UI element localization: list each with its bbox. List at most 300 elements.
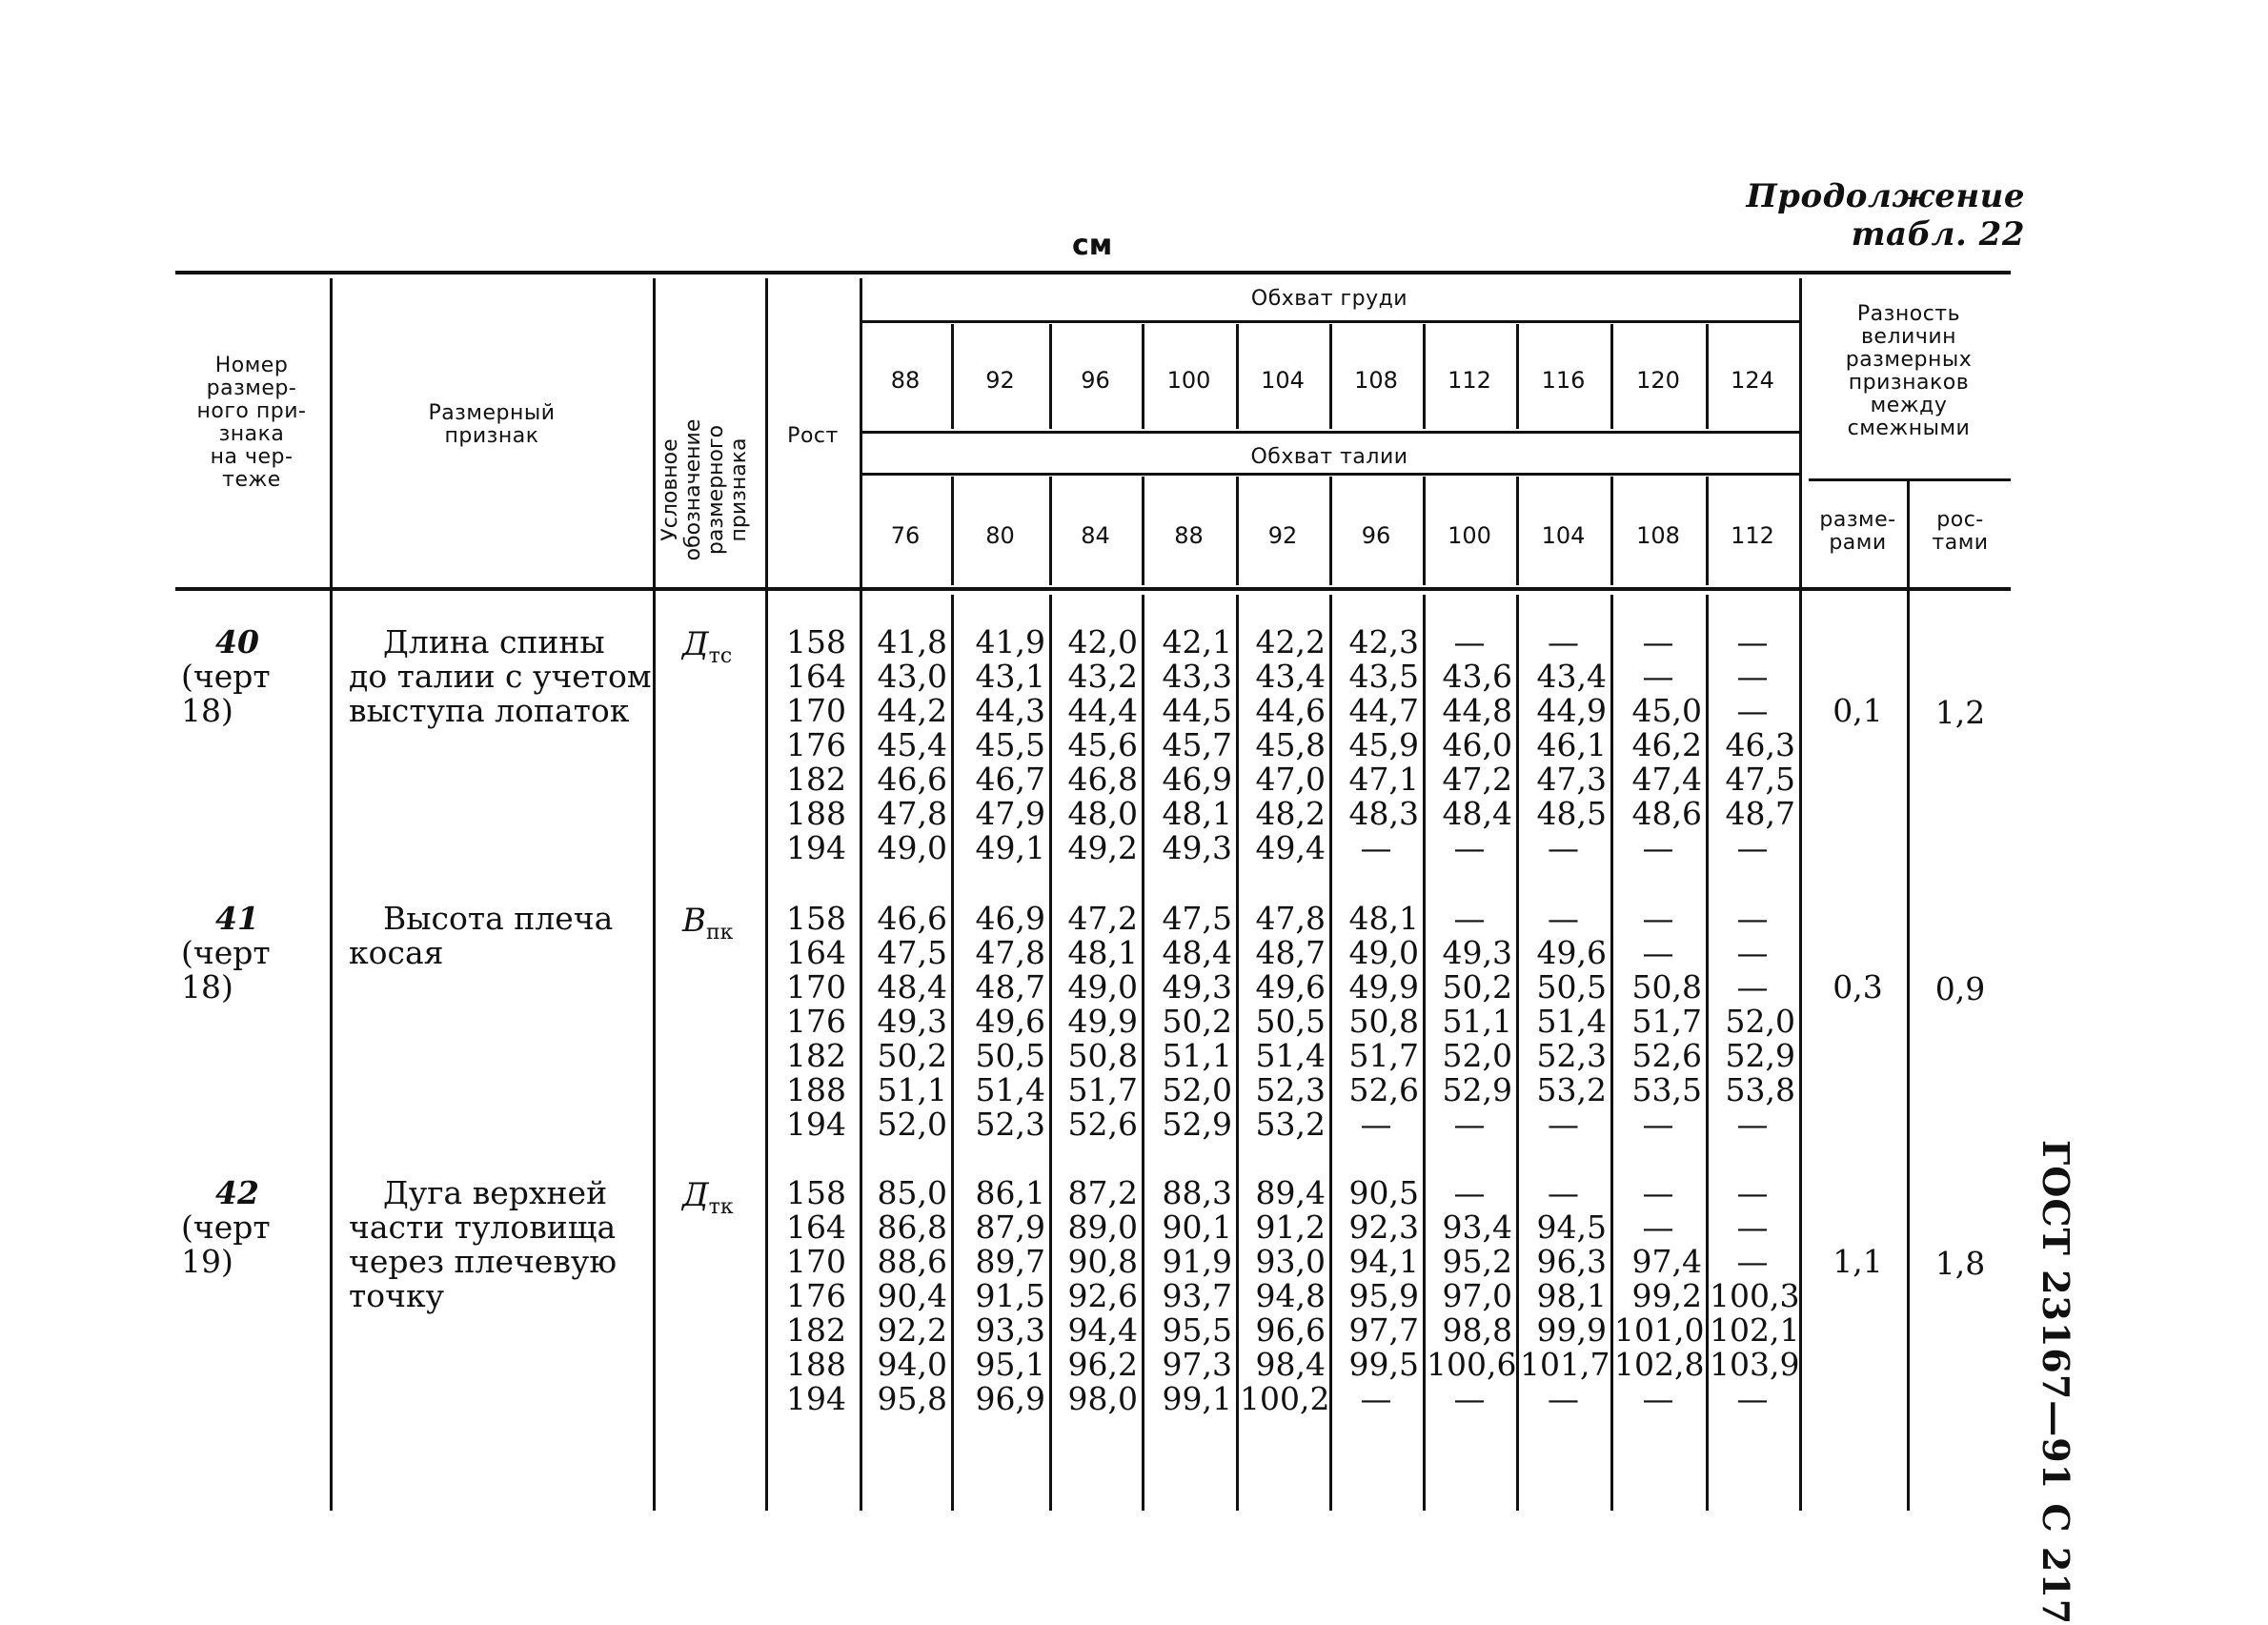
symbol-main: Д	[682, 625, 709, 663]
chest-value-88: 88	[890, 367, 921, 394]
row-42-value: 96,6	[1255, 1311, 1326, 1349]
row-40-value: 48,7	[1725, 795, 1795, 832]
row-40-value: —	[1736, 623, 1769, 660]
girth-divider-body-8	[1610, 595, 1613, 1511]
column-divider-right	[1799, 278, 1802, 1511]
row-42-value: 88,6	[877, 1243, 947, 1280]
row-42-value: 94,0	[877, 1346, 947, 1383]
row-41-value: 52,9	[1442, 1071, 1512, 1108]
row-40-value: 43,4	[1536, 658, 1607, 695]
row-42-value: 87,9	[975, 1209, 1045, 1246]
row-41-value: 50,2	[877, 1037, 947, 1074]
column-divider-0	[330, 278, 333, 1511]
continuation-title: Продолжение табл. 22	[1746, 177, 2025, 254]
row-40-value: 43,2	[1067, 658, 1138, 695]
row-42-value: —	[1642, 1209, 1674, 1246]
row-41-value: 48,4	[1162, 934, 1232, 971]
row-drawing-ref: (черт	[181, 1209, 271, 1246]
row-41-value: 50,2	[1442, 968, 1512, 1005]
row-42-value: 95,5	[1162, 1311, 1232, 1349]
row-41-value: 53,2	[1536, 1071, 1607, 1108]
row-41-value: 53,8	[1725, 1071, 1795, 1108]
row-drawing-ref: (черт	[181, 658, 271, 695]
row-41-value: 50,8	[1348, 1003, 1419, 1040]
waist-value-96: 96	[1361, 522, 1391, 549]
row-40-value: 48,2	[1255, 795, 1326, 832]
header-number	[177, 355, 326, 492]
row-41-value: 46,6	[877, 900, 947, 937]
header-symbol-line: признака	[727, 437, 751, 542]
row-40-value: 44,5	[1162, 692, 1232, 729]
row-41-value: 52,0	[1162, 1071, 1232, 1108]
row-41-height-176: 176	[786, 1003, 846, 1040]
row-41-value: 51,1	[1442, 1003, 1512, 1040]
row-41-value: 49,6	[1536, 934, 1607, 971]
row-40-height-158: 158	[786, 623, 846, 660]
chest-label-underline	[860, 320, 1799, 323]
chest-value-92: 92	[985, 367, 1015, 394]
row-40-value: 47,5	[1725, 761, 1795, 798]
row-41-value: 51,1	[1162, 1037, 1232, 1074]
row-41-value: 50,2	[1162, 1003, 1232, 1040]
girth-divider-body-4	[1236, 595, 1239, 1511]
row-40-value: —	[1360, 829, 1392, 866]
girth-divider-body-7	[1516, 595, 1519, 1511]
row-42-value: —	[1453, 1174, 1486, 1211]
waist-value-100: 100	[1448, 522, 1491, 549]
row-41-value: 52,9	[1162, 1106, 1232, 1143]
header-difference	[1807, 303, 2011, 440]
row-41-value: —	[1548, 900, 1579, 937]
row-42-value: 94,4	[1067, 1311, 1138, 1349]
row-42-value: 98,4	[1255, 1346, 1326, 1383]
row-42-value: 98,8	[1442, 1311, 1512, 1349]
row-41-value: 49,9	[1067, 1003, 1138, 1040]
row-41-height-194: 194	[786, 1106, 846, 1143]
header-symbol	[659, 396, 751, 583]
row-40-value: —	[1736, 829, 1769, 866]
row-40-value: 46,7	[975, 761, 1045, 798]
row-41-value: 51,7	[1348, 1037, 1419, 1074]
waist-value-76: 76	[890, 522, 921, 549]
row-41-value: 48,1	[1348, 900, 1419, 937]
header-diff-sizes	[1809, 509, 1907, 555]
row-42-height-158: 158	[786, 1174, 846, 1211]
row-41-height-158: 158	[786, 900, 846, 937]
row-42-value: 89,7	[975, 1243, 1045, 1280]
row-42-value: 100,3	[1710, 1277, 1800, 1314]
row-40-value: 44,3	[975, 692, 1045, 729]
row-41-value: 52,3	[975, 1106, 1045, 1143]
row-41-value: 51,4	[975, 1071, 1045, 1108]
row-42-value: —	[1548, 1380, 1579, 1417]
row-42-value: 90,1	[1162, 1209, 1232, 1246]
row-42-value: 99,9	[1536, 1311, 1607, 1349]
row-40-value: 44,7	[1348, 692, 1419, 729]
header-diff-sizes-line: разме-	[1819, 508, 1896, 532]
feature-line: части туловища	[349, 1209, 617, 1246]
row-40-value: —	[1548, 829, 1579, 866]
row-40-value: —	[1453, 829, 1486, 866]
row-42-value: —	[1453, 1380, 1486, 1417]
row-41-value: 47,5	[877, 934, 947, 971]
girth-divider-body-1	[951, 595, 954, 1511]
row-41-value: 49,3	[1162, 968, 1232, 1005]
header-diff-heights	[1910, 509, 2011, 555]
header-diff-heights-line: рос-	[1936, 508, 1984, 532]
row-40-diff-heights: 1,2	[1934, 694, 1986, 731]
row-41-value: 48,7	[975, 968, 1045, 1005]
row-40-value: 42,0	[1067, 623, 1138, 660]
row-drawing-ref: 18)	[181, 692, 233, 729]
header-number-line: Номер	[214, 354, 289, 377]
row-41-value: 48,4	[877, 968, 947, 1005]
row-41-value: 53,5	[1631, 1071, 1702, 1108]
row-42-value: 89,4	[1255, 1174, 1326, 1211]
row-42-height-188: 188	[786, 1346, 846, 1383]
row-41-value: 49,9	[1348, 968, 1419, 1005]
row-40-value: —	[1453, 623, 1486, 660]
waist-label-underline	[860, 473, 1799, 476]
header-difference-line: Разность	[1856, 302, 1961, 326]
row-42-value: 97,7	[1348, 1311, 1419, 1349]
girth-divider-body-9	[1706, 595, 1709, 1511]
chest-value-104: 104	[1261, 367, 1305, 394]
row-41-value: 53,2	[1255, 1106, 1326, 1143]
symbol-sub: тк	[708, 1194, 734, 1219]
row-41-height-188: 188	[786, 1071, 846, 1108]
row-41-height-170: 170	[786, 968, 846, 1005]
chest-values-underline	[860, 431, 1799, 434]
row-40-value: 45,0	[1631, 692, 1702, 729]
column-divider-2	[765, 278, 768, 1511]
row-40-value: 46,2	[1631, 726, 1702, 763]
chest-value-112: 112	[1448, 367, 1491, 394]
row-42-value: 93,7	[1162, 1277, 1232, 1314]
row-41-number-block	[181, 902, 324, 1005]
row-42-value: —	[1736, 1209, 1769, 1246]
row-40-value: 46,3	[1725, 726, 1795, 763]
row-42-symbol	[682, 1176, 734, 1219]
row-42-value: 95,1	[975, 1346, 1045, 1383]
row-number: 42	[215, 1174, 259, 1211]
feature-line: Высота плеча	[383, 900, 614, 937]
girth-divider-body-5	[1329, 595, 1332, 1511]
header-number-line: теже	[222, 468, 281, 492]
diff-label-underline	[1809, 478, 2011, 481]
row-42-value: 95,9	[1348, 1277, 1419, 1314]
row-42-value: 95,2	[1442, 1243, 1512, 1280]
row-40-value: 48,1	[1162, 795, 1232, 832]
feature-line: Длина спины	[383, 623, 605, 660]
row-40-value: 47,3	[1536, 761, 1607, 798]
row-42-value: 91,9	[1162, 1243, 1232, 1280]
row-42-height-182: 182	[786, 1311, 846, 1349]
row-40-value: —	[1736, 658, 1769, 695]
row-42-value: 98,0	[1067, 1380, 1138, 1417]
row-41-value: 48,1	[1067, 934, 1138, 971]
row-41-value: 50,8	[1067, 1037, 1138, 1074]
header-height: Рост	[787, 424, 839, 448]
row-40-value: —	[1548, 623, 1579, 660]
row-42-value: 96,2	[1067, 1346, 1138, 1383]
symbol-main: В	[682, 902, 706, 940]
header-symbol-line: Условное	[658, 438, 682, 541]
row-42-value: 99,1	[1162, 1380, 1232, 1417]
row-42-value: 85,0	[877, 1174, 947, 1211]
row-40-value: 48,4	[1442, 795, 1512, 832]
waist-value-104: 104	[1541, 522, 1586, 549]
feature-line: Дуга верхней	[383, 1174, 608, 1211]
girth-divider-body-2	[1049, 595, 1052, 1511]
row-42-value: 95,8	[877, 1380, 947, 1417]
row-40-value: 45,9	[1348, 726, 1419, 763]
row-41-value: 51,7	[1067, 1071, 1138, 1108]
row-41-height-164: 164	[786, 934, 846, 971]
row-42-value: 98,1	[1536, 1277, 1607, 1314]
row-40-value: 44,2	[877, 692, 947, 729]
row-41-value: 51,1	[877, 1071, 947, 1108]
row-42-value: 101,7	[1520, 1346, 1610, 1383]
chest-value-108: 108	[1354, 367, 1398, 394]
row-42-value: 90,5	[1348, 1174, 1419, 1211]
row-40-value: 45,7	[1162, 726, 1232, 763]
header-number-line: знака	[218, 422, 285, 446]
row-41-value: 52,6	[1067, 1106, 1138, 1143]
row-41-value: —	[1736, 934, 1769, 971]
row-41-value: 50,8	[1631, 968, 1702, 1005]
row-42-value: 101,0	[1614, 1311, 1705, 1349]
header-feature-line: признак	[444, 424, 539, 448]
waist-value-92: 92	[1267, 522, 1298, 549]
row-41-value: 52,0	[1725, 1003, 1795, 1040]
row-42-value: 102,8	[1614, 1346, 1705, 1383]
row-40-value: 46,9	[1162, 761, 1232, 798]
header-number-line: размер-	[206, 376, 297, 400]
row-42-value: 102,1	[1710, 1311, 1800, 1349]
row-42-value: 92,3	[1348, 1209, 1419, 1246]
row-41-value: 51,4	[1536, 1003, 1607, 1040]
row-42-height-170: 170	[786, 1243, 846, 1280]
chest-value-96: 96	[1081, 367, 1110, 394]
row-40-height-182: 182	[786, 761, 846, 798]
row-42-value: 97,0	[1442, 1277, 1512, 1314]
row-41-value: —	[1736, 900, 1769, 937]
row-41-value: 50,5	[1536, 968, 1607, 1005]
header-difference-line: смежными	[1847, 416, 1971, 440]
row-41-diff-sizes: 0,3	[1833, 968, 1883, 1005]
row-41-value: 47,8	[1255, 900, 1326, 937]
row-number: 40	[215, 623, 259, 660]
row-42-number-block	[181, 1176, 324, 1279]
row-40-value: 49,4	[1255, 829, 1326, 866]
row-41-value: 47,8	[975, 934, 1045, 971]
row-42-value: 97,4	[1631, 1243, 1702, 1280]
row-40-value: 45,4	[877, 726, 947, 763]
feature-line: косая	[349, 934, 444, 971]
row-40-value: —	[1642, 658, 1674, 695]
row-41-value: —	[1548, 1106, 1579, 1143]
row-41-value: —	[1642, 1106, 1674, 1143]
row-40-height-194: 194	[786, 829, 846, 866]
symbol-sub: тс	[708, 643, 733, 668]
row-41-value: 48,7	[1255, 934, 1326, 971]
row-42-value: —	[1736, 1243, 1769, 1280]
row-40-value: 48,5	[1536, 795, 1607, 832]
feature-line: через плечевую	[349, 1243, 618, 1280]
row-41-value: 51,4	[1255, 1037, 1326, 1074]
row-41-value: 52,0	[877, 1106, 947, 1143]
waist-value-80: 80	[985, 522, 1015, 549]
header-symbol-line: размерного	[704, 424, 728, 556]
row-40-diff-sizes: 0,1	[1833, 692, 1883, 729]
row-42-value: 88,3	[1162, 1174, 1232, 1211]
row-42-value: 103,9	[1710, 1346, 1800, 1383]
feature-line: до талии с учетом	[349, 658, 652, 695]
row-42-value: —	[1736, 1174, 1769, 1211]
row-40-value: —	[1736, 692, 1769, 729]
row-41-value: 52,6	[1631, 1037, 1702, 1074]
row-41-value: 52,3	[1536, 1037, 1607, 1074]
row-41-value: 52,0	[1442, 1037, 1512, 1074]
row-42-value: —	[1736, 1380, 1769, 1417]
row-42-value: —	[1642, 1380, 1674, 1417]
header-difference-line: признаков	[1848, 371, 1970, 395]
row-40-height-170: 170	[786, 692, 846, 729]
row-drawing-ref: 18)	[181, 968, 233, 1005]
feature-line: выступа лопаток	[349, 692, 630, 729]
row-40-value: 44,8	[1442, 692, 1512, 729]
waist-value-112: 112	[1731, 522, 1774, 549]
header-symbol-line: обозначение	[681, 418, 705, 561]
row-40-value: 44,6	[1255, 692, 1326, 729]
row-40-value: 43,4	[1255, 658, 1326, 695]
header-chest-label: Обхват груди	[1250, 287, 1408, 311]
row-40-value: 49,1	[975, 829, 1045, 866]
row-42-value: 86,8	[877, 1209, 947, 1246]
row-42-value: 91,2	[1255, 1209, 1326, 1246]
row-41-diff-heights: 0,9	[1934, 970, 1986, 1007]
row-42-height-164: 164	[786, 1209, 846, 1246]
row-40-value: —	[1642, 829, 1674, 866]
row-40-value: 43,0	[877, 658, 947, 695]
row-40-value: 41,9	[975, 623, 1045, 660]
row-40-number-block	[181, 625, 324, 728]
header-feature	[334, 402, 650, 448]
row-42-value: 100,2	[1240, 1380, 1330, 1417]
row-41-value: 49,0	[1348, 934, 1419, 971]
symbol-main: Д	[682, 1176, 709, 1214]
row-42-value: 90,4	[877, 1277, 947, 1314]
row-41-value: 49,6	[975, 1003, 1045, 1040]
header-diff-heights-line: тами	[1932, 531, 1989, 555]
chest-value-120: 120	[1636, 367, 1680, 394]
table-header-bottom-rule	[175, 587, 2011, 591]
row-40-value: 46,0	[1442, 726, 1512, 763]
header-waist-label: Обхват талии	[1250, 445, 1408, 469]
row-40-symbol	[682, 625, 732, 668]
chest-value-116: 116	[1541, 367, 1586, 394]
row-42-value: 87,2	[1067, 1174, 1138, 1211]
row-42-value: 93,3	[975, 1311, 1045, 1349]
girth-divider-body-3	[1142, 595, 1144, 1511]
waist-value-88: 88	[1174, 522, 1204, 549]
row-42-value: 92,2	[877, 1311, 947, 1349]
row-number: 41	[215, 900, 259, 937]
row-41-symbol	[682, 902, 733, 945]
row-40-value: 43,1	[975, 658, 1045, 695]
row-41-value: 50,5	[1255, 1003, 1326, 1040]
waist-value-108: 108	[1636, 522, 1680, 549]
chest-value-124: 124	[1731, 367, 1774, 394]
row-40-value: 49,0	[877, 829, 947, 866]
row-41-value: —	[1642, 900, 1674, 937]
row-42-diff-sizes: 1,1	[1833, 1243, 1883, 1280]
row-41-value: —	[1360, 1106, 1392, 1143]
feature-line: точку	[349, 1277, 444, 1314]
row-41-value: 51,7	[1631, 1003, 1702, 1040]
waist-value-84: 84	[1081, 522, 1110, 549]
row-41-value: —	[1736, 968, 1769, 1005]
column-divider-1	[653, 278, 656, 1511]
row-40-value: 44,4	[1067, 692, 1138, 729]
row-41-value: 49,0	[1067, 968, 1138, 1005]
row-42-value: 94,5	[1536, 1209, 1607, 1246]
row-42-height-176: 176	[786, 1277, 846, 1314]
row-42-value: 89,0	[1067, 1209, 1138, 1246]
row-41-value: 49,6	[1255, 968, 1326, 1005]
row-40-value: 49,2	[1067, 829, 1138, 866]
row-40-value: 42,2	[1255, 623, 1326, 660]
header-difference-line: между	[1870, 394, 1948, 417]
row-41-value: 47,5	[1162, 900, 1232, 937]
symbol-sub: пк	[706, 920, 734, 945]
row-41-value: 52,6	[1348, 1071, 1419, 1108]
row-40-value: 43,5	[1348, 658, 1419, 695]
row-40-value: 42,1	[1162, 623, 1232, 660]
row-42-value: —	[1642, 1174, 1674, 1211]
row-41-value: —	[1453, 1106, 1486, 1143]
header-diff-sizes-line: рами	[1829, 531, 1887, 555]
header-difference-line: размерных	[1845, 348, 1973, 372]
row-drawing-ref: (черт	[181, 934, 271, 971]
row-40-value: 48,3	[1348, 795, 1419, 832]
row-40-value: 47,4	[1631, 761, 1702, 798]
row-42-height-194: 194	[786, 1380, 846, 1417]
row-40-height-164: 164	[786, 658, 846, 695]
row-42-value: 90,8	[1067, 1243, 1138, 1280]
row-42-value: 99,2	[1631, 1277, 1702, 1314]
row-40-value: 41,8	[877, 623, 947, 660]
row-41-feature	[349, 902, 652, 970]
row-40-feature	[349, 625, 652, 728]
row-40-value: 43,3	[1162, 658, 1232, 695]
row-40-value: 46,6	[877, 761, 947, 798]
row-41-value: 49,3	[877, 1003, 947, 1040]
row-42-value: 99,5	[1348, 1346, 1419, 1383]
row-drawing-ref: 19)	[181, 1243, 233, 1280]
unit-label: см	[1072, 229, 1113, 262]
row-40-height-188: 188	[786, 795, 846, 832]
row-40-value: 48,0	[1067, 795, 1138, 832]
sidebar-standard-code: ГОСТ 23167—91 С 217	[2035, 1140, 2077, 1625]
row-42-value: 91,5	[975, 1277, 1045, 1314]
row-42-value: 97,3	[1162, 1346, 1232, 1383]
row-42-value: —	[1548, 1174, 1579, 1211]
row-42-value: 100,6	[1427, 1346, 1517, 1383]
row-42-value: 96,9	[975, 1380, 1045, 1417]
row-41-value: —	[1642, 934, 1674, 971]
